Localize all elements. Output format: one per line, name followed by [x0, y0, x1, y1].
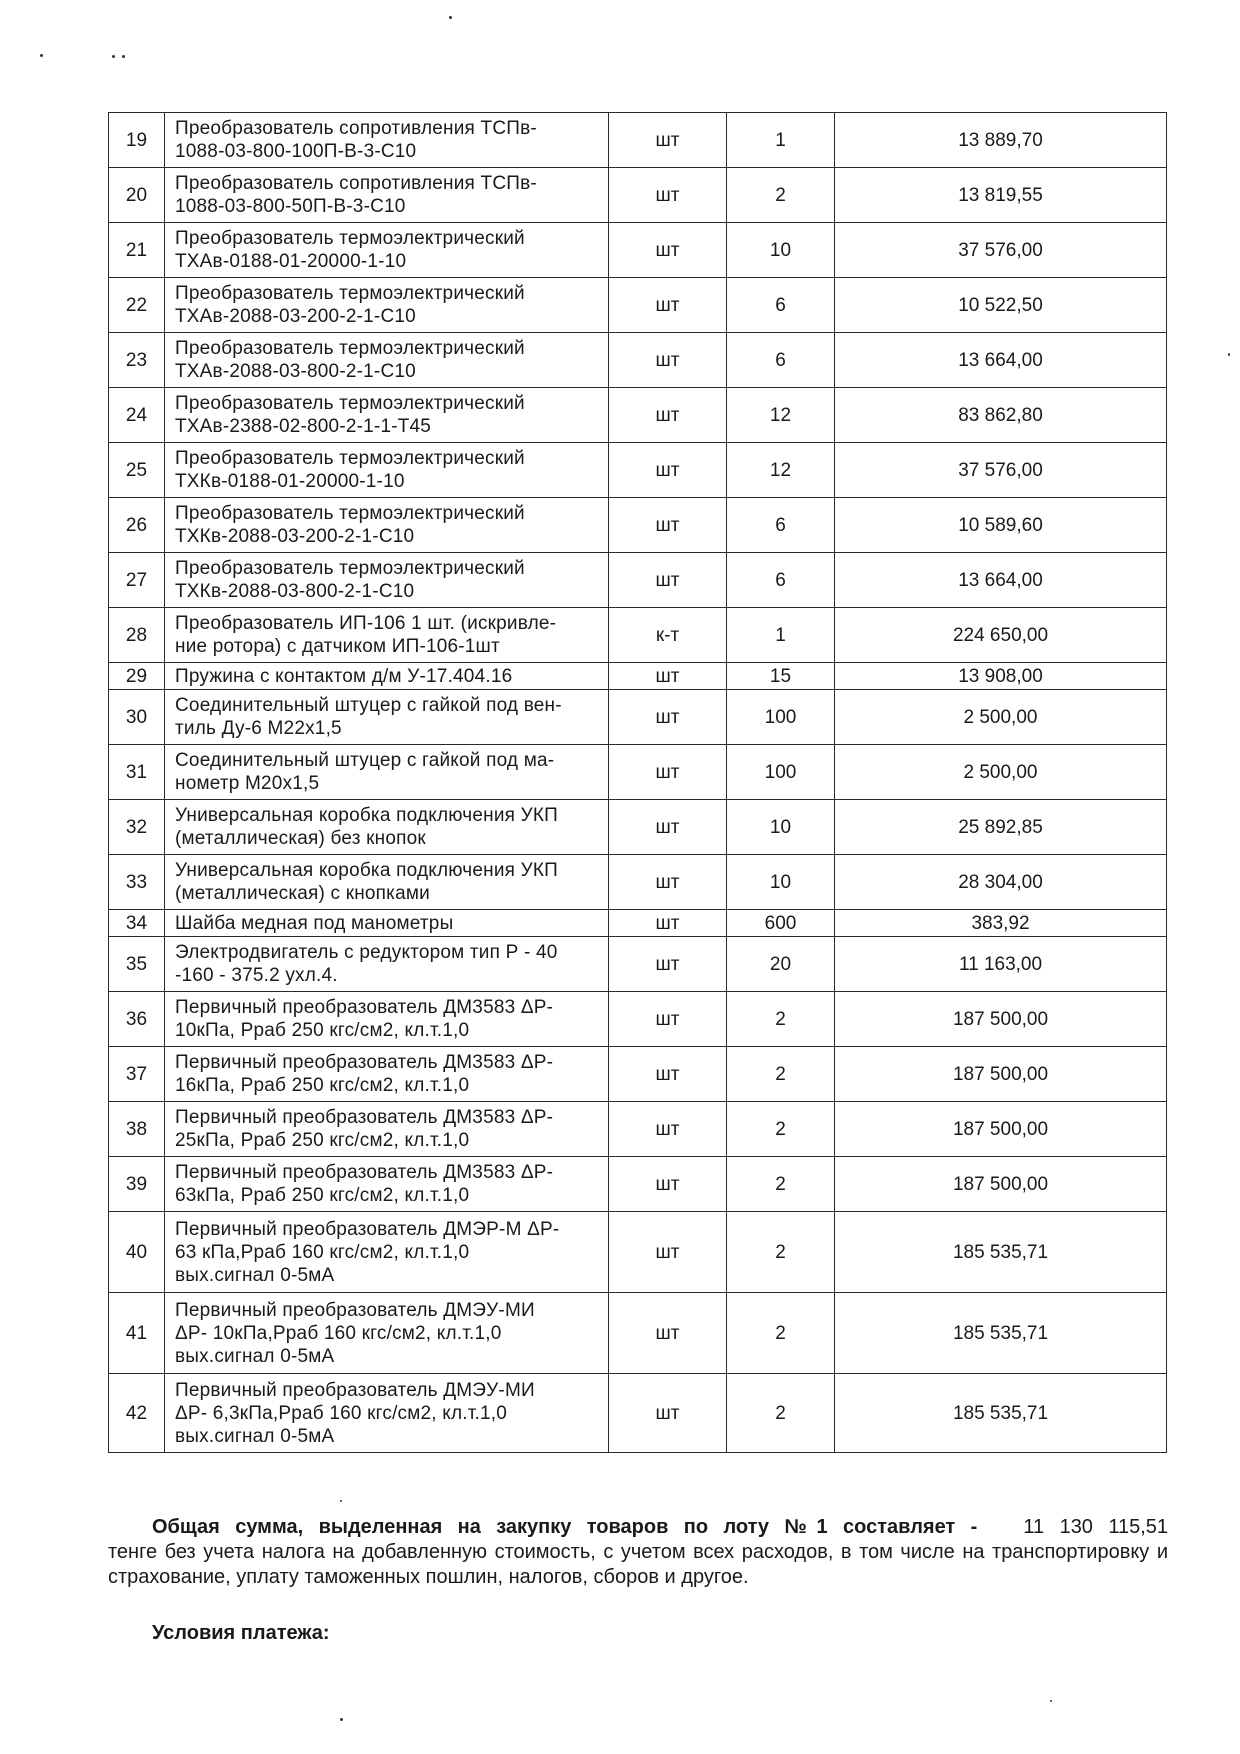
item-name: Первичный преобразователь ДМЭР-М ΔР- 63 кПа,Рраб 160 кгс/см2, кл.т.1,0 вых.сигнал 0-5мА	[165, 1212, 609, 1293]
item-price: 28 304,00	[835, 855, 1167, 910]
item-quantity: 10	[727, 855, 835, 910]
total-sum-amount: 11 130 115,51	[1023, 1516, 1169, 1538]
row-number: 28	[109, 608, 165, 663]
item-quantity: 1	[727, 113, 835, 168]
item-price: 13 819,55	[835, 168, 1167, 223]
item-quantity: 6	[727, 278, 835, 333]
table-row	[109, 1374, 1167, 1453]
table-row	[109, 168, 1167, 223]
item-unit: шт	[609, 1374, 727, 1453]
total-sum-label: Общая сумма, выделенная на закупку товаров по лоту №1 составляет -	[152, 1516, 978, 1538]
row-number: 35	[109, 937, 165, 992]
table-row	[109, 992, 1167, 1047]
item-quantity: 12	[727, 443, 835, 498]
item-quantity: 1	[727, 608, 835, 663]
table-row	[109, 553, 1167, 608]
item-unit: шт	[609, 690, 727, 745]
item-quantity: 12	[727, 388, 835, 443]
item-quantity: 2	[727, 168, 835, 223]
row-number: 30	[109, 690, 165, 745]
item-unit: шт	[609, 663, 727, 690]
row-number: 23	[109, 333, 165, 388]
item-quantity: 2	[727, 1157, 835, 1212]
item-unit: шт	[609, 278, 727, 333]
item-unit: шт	[609, 937, 727, 992]
row-number: 19	[109, 113, 165, 168]
item-price: 187 500,00	[835, 1102, 1167, 1157]
item-unit: шт	[609, 992, 727, 1047]
item-unit: шт	[609, 1047, 727, 1102]
item-unit: шт	[609, 443, 727, 498]
item-unit: шт	[609, 223, 727, 278]
item-price: 187 500,00	[835, 1157, 1167, 1212]
table-row	[109, 498, 1167, 553]
table-row	[109, 113, 1167, 168]
row-number: 24	[109, 388, 165, 443]
table-row	[109, 1212, 1167, 1293]
item-name: Преобразователь сопротивления ТСПв- 1088-03-800-50П-В-3-С10	[165, 168, 609, 223]
table-row	[109, 937, 1167, 992]
item-unit: шт	[609, 745, 727, 800]
total-sum-line	[108, 1515, 1168, 1540]
table-row	[109, 663, 1167, 690]
item-quantity: 2	[727, 1102, 835, 1157]
table-row	[109, 223, 1167, 278]
item-price: 11 163,00	[835, 937, 1167, 992]
item-price: 187 500,00	[835, 1047, 1167, 1102]
payment-terms-heading: Условия платежа:	[152, 1622, 330, 1644]
item-unit: шт	[609, 1293, 727, 1374]
item-name: Преобразователь термоэлектрический ТХКв-0188-01-20000-1-10	[165, 443, 609, 498]
table-row	[109, 443, 1167, 498]
item-unit: шт	[609, 1212, 727, 1293]
item-name: Преобразователь сопротивления ТСПв- 1088-03-800-100П-В-3-С10	[165, 113, 609, 168]
table-row	[109, 745, 1167, 800]
item-name: Преобразователь термоэлектрический ТХАв-0188-01-20000-1-10	[165, 223, 609, 278]
item-quantity: 15	[727, 663, 835, 690]
item-name: Преобразователь термоэлектрический ТХАв-2388-02-800-2-1-1-Т45	[165, 388, 609, 443]
item-quantity: 100	[727, 745, 835, 800]
table-row	[109, 1102, 1167, 1157]
item-quantity: 10	[727, 800, 835, 855]
item-name: Шайба медная под манометры	[165, 910, 609, 937]
item-unit: шт	[609, 855, 727, 910]
row-number: 22	[109, 278, 165, 333]
row-number: 39	[109, 1157, 165, 1212]
row-number: 21	[109, 223, 165, 278]
row-number: 41	[109, 1293, 165, 1374]
item-unit: шт	[609, 553, 727, 608]
row-number: 20	[109, 168, 165, 223]
row-number: 26	[109, 498, 165, 553]
row-number: 33	[109, 855, 165, 910]
item-name: Пружина с контактом д/м У-17.404.16	[165, 663, 609, 690]
item-quantity: 10	[727, 223, 835, 278]
item-price: 185 535,71	[835, 1374, 1167, 1453]
row-number: 38	[109, 1102, 165, 1157]
table-row	[109, 690, 1167, 745]
item-price: 224 650,00	[835, 608, 1167, 663]
item-price: 13 889,70	[835, 113, 1167, 168]
item-name: Первичный преобразователь ДМ3583 ΔР- 16кПа, Рраб 250 кгс/см2, кл.т.1,0	[165, 1047, 609, 1102]
row-number: 29	[109, 663, 165, 690]
item-unit: шт	[609, 333, 727, 388]
row-number: 37	[109, 1047, 165, 1102]
table-row	[109, 1293, 1167, 1374]
row-number: 34	[109, 910, 165, 937]
item-quantity: 6	[727, 333, 835, 388]
item-price: 185 535,71	[835, 1212, 1167, 1293]
item-quantity: 2	[727, 1374, 835, 1453]
item-name: Преобразователь ИП-106 1 шт. (искривле- ние ротора) с датчиком ИП-106-1шт	[165, 608, 609, 663]
item-price: 10 522,50	[835, 278, 1167, 333]
item-price: 383,92	[835, 910, 1167, 937]
item-name: Соединительный штуцер с гайкой под вен- тиль Ду-6 М22х1,5	[165, 690, 609, 745]
table-row	[109, 608, 1167, 663]
item-name: Преобразователь термоэлектрический ТХКв-2088-03-200-2-1-С10	[165, 498, 609, 553]
item-name: Преобразователь термоэлектрический ТХАв-2088-03-800-2-1-С10	[165, 333, 609, 388]
item-price: 83 862,80	[835, 388, 1167, 443]
item-price: 2 500,00	[835, 745, 1167, 800]
item-price: 13 664,00	[835, 333, 1167, 388]
item-unit: шт	[609, 113, 727, 168]
item-price: 25 892,85	[835, 800, 1167, 855]
total-sum-details: тенге без учета налога на добавленную стоимость, с учетом всех расходов, в том числе на транспортировку и страхование, уплату таможенных пошлин, налогов, сборов и другое.	[108, 1541, 1168, 1588]
item-price: 13 908,00	[835, 663, 1167, 690]
table-row	[109, 910, 1167, 937]
item-name: Первичный преобразователь ДМ3583 ΔР- 63кПа, Рраб 250 кгс/см2, кл.т.1,0	[165, 1157, 609, 1212]
row-number: 27	[109, 553, 165, 608]
item-price: 2 500,00	[835, 690, 1167, 745]
row-number: 25	[109, 443, 165, 498]
item-quantity: 6	[727, 553, 835, 608]
row-number: 31	[109, 745, 165, 800]
item-name: Первичный преобразователь ДМЭУ-МИ ΔР- 6,3кПа,Рраб 160 кгс/см2, кл.т.1,0 вых.сигнал 0-5мА	[165, 1374, 609, 1453]
item-price: 185 535,71	[835, 1293, 1167, 1374]
item-name: Универсальная коробка подключения УКП (металлическая) с кнопками	[165, 855, 609, 910]
table-row	[109, 278, 1167, 333]
item-price: 13 664,00	[835, 553, 1167, 608]
item-quantity: 2	[727, 1293, 835, 1374]
table-row	[109, 1157, 1167, 1212]
item-quantity: 2	[727, 992, 835, 1047]
item-price: 10 589,60	[835, 498, 1167, 553]
item-name: Универсальная коробка подключения УКП (металлическая) без кнопок	[165, 800, 609, 855]
table-row	[109, 855, 1167, 910]
item-name: Первичный преобразователь ДМ3583 ΔР- 10кПа, Рраб 250 кгс/см2, кл.т.1,0	[165, 992, 609, 1047]
item-unit: шт	[609, 168, 727, 223]
row-number: 32	[109, 800, 165, 855]
item-unit: шт	[609, 1102, 727, 1157]
item-name: Первичный преобразователь ДМ3583 ΔР- 25кПа, Рраб 250 кгс/см2, кл.т.1,0	[165, 1102, 609, 1157]
item-quantity: 20	[727, 937, 835, 992]
item-name: Электродвигатель с редуктором тип Р - 40 -160 - 375.2 ухл.4.	[165, 937, 609, 992]
item-name: Первичный преобразователь ДМЭУ-МИ ΔР- 10кПа,Рраб 160 кгс/см2, кл.т.1,0 вых.сигнал 0-5мА	[165, 1293, 609, 1374]
item-quantity: 600	[727, 910, 835, 937]
item-unit: шт	[609, 910, 727, 937]
row-number: 40	[109, 1212, 165, 1293]
total-sum-paragraph	[108, 1515, 1168, 1590]
item-price: 37 576,00	[835, 223, 1167, 278]
item-unit: шт	[609, 1157, 727, 1212]
row-number: 36	[109, 992, 165, 1047]
table-row	[109, 388, 1167, 443]
table-row	[109, 800, 1167, 855]
item-unit: шт	[609, 498, 727, 553]
row-number: 42	[109, 1374, 165, 1453]
item-unit: шт	[609, 388, 727, 443]
table-row	[109, 333, 1167, 388]
item-quantity: 100	[727, 690, 835, 745]
item-price: 37 576,00	[835, 443, 1167, 498]
item-unit: к-т	[609, 608, 727, 663]
item-name: Преобразователь термоэлектрический ТХАв-2088-03-200-2-1-С10	[165, 278, 609, 333]
item-quantity: 2	[727, 1047, 835, 1102]
item-name: Соединительный штуцер с гайкой под ма- нометр М20х1,5	[165, 745, 609, 800]
item-unit: шт	[609, 800, 727, 855]
table-row	[109, 1047, 1167, 1102]
item-name: Преобразователь термоэлектрический ТХКв-2088-03-800-2-1-С10	[165, 553, 609, 608]
item-quantity: 2	[727, 1212, 835, 1293]
item-price: 187 500,00	[835, 992, 1167, 1047]
items-table	[108, 112, 1167, 1453]
item-quantity: 6	[727, 498, 835, 553]
